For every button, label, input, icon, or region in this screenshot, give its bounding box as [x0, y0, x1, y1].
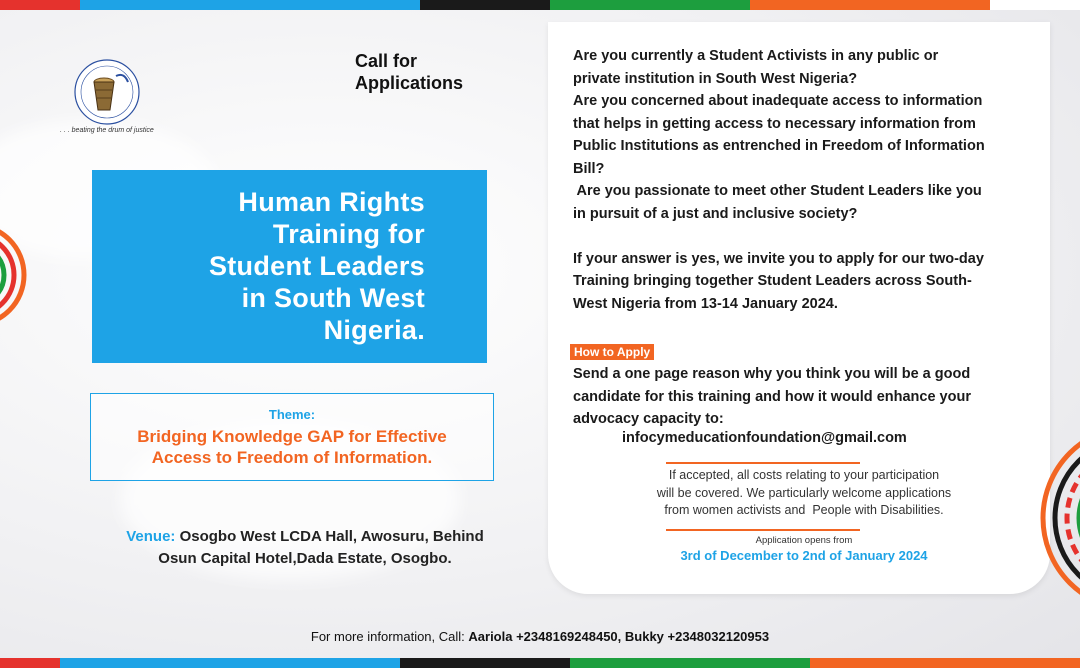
apply-instructions: Send a one page reason why you think you will be a good candidate for this training and how it would enhance your advocacy capacity to: [573, 366, 971, 427]
theme-box [90, 393, 494, 481]
venue-info: Venue: Osogbo West LCDA Hall, Awosuru, Behind Osun Capital Hotel,Dada Estate, Osogbo. [126, 528, 484, 567]
questions-block: Are you currently a Student Activists in any public or private institution in South West Nigeria? Are you concerned about inadequate access to information that helps in getting access to necessary information from Public Institutions as entrenched in Freedom of Information Bill? Are you passionate to meet other Student Leaders like you in pursuit of a just and inclusive society? If your answer is yes, we invite you to apply for our two-day Training bringing together Student Leaders across South- West Nigeria from 13-14 January 2024. [573, 48, 985, 312]
training-title: Human Rights Training for Student Leaders in South West Nigeria. [208, 187, 425, 345]
divider [666, 462, 860, 464]
divider [666, 529, 860, 531]
decorative-rings-right [1025, 418, 1080, 618]
theme-text: Bridging Knowledge GAP for Effective Access to Freedom of Information. [137, 427, 447, 467]
phone-contacts[interactable]: Aariola +2348169248450, Bukky +2348032120953 [468, 629, 770, 644]
footer-contact: For more information, Call: Aariola +2348169248450, Bukky +2348032120953 [310, 629, 770, 644]
top-color-bar [0, 0, 1080, 10]
venue-label: Venue: [126, 528, 176, 545]
how-to-apply-badge: How to Apply [570, 344, 654, 360]
title-banner [92, 170, 487, 363]
decorative-rings-left [0, 220, 30, 330]
bottom-color-bar [0, 658, 1080, 668]
call-for-applications: Call for Applications [355, 51, 464, 93]
coverage-note: If accepted, all costs relating to your participation will be covered. We particularly welcome applications from women activists and People with Disabilities. [656, 468, 952, 517]
application-email[interactable]: infocymeducationfoundation@gmail.com [622, 430, 907, 446]
theme-label: Theme: [268, 407, 316, 422]
application-dates: 3rd of December to 2nd of January 2024 [680, 548, 928, 563]
logo-tagline: . . . beating the drum of justice [60, 127, 154, 134]
application-opens-label: Application opens from [755, 535, 853, 546]
